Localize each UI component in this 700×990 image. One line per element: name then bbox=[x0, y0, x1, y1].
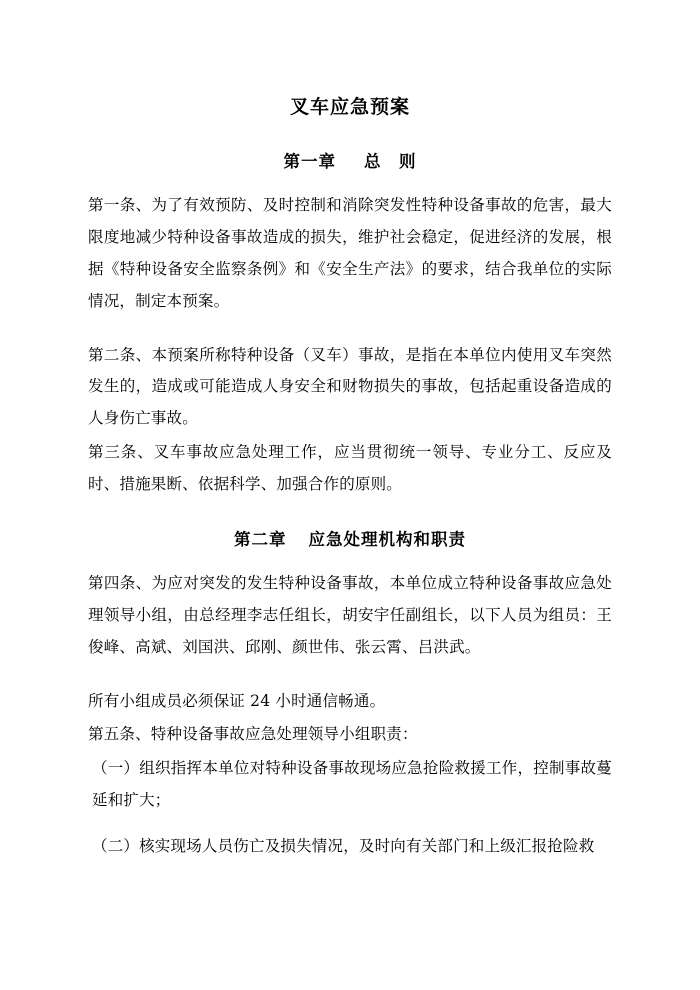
paragraph-article-2: 第二条、本预案所称特种设备（叉车）事故，是指在本单位内使用叉车突然发生的，造成或可能造成人身安全和财物损失的事故，包括起重设备造成的人身伤亡事故。 bbox=[88, 345, 612, 428]
paragraph-article-3: 第三条、叉车事故应急处理工作，应当贯彻统一领导、专业分工、反应及时、措施果断、依据科学、加强合作的原则。 bbox=[88, 442, 612, 493]
paragraph-spacer bbox=[88, 664, 612, 672]
chapter-heading-1 bbox=[88, 148, 612, 176]
chapter-number: 第二章 bbox=[234, 530, 287, 550]
paragraph-note-24h: 所有小组成员必须保证 24 小时通信畅通。 bbox=[88, 691, 386, 710]
paragraph-article-5: 第五条、特种设备事故应急处理领导小组职责： bbox=[88, 725, 418, 744]
paragraph-article-5-item-2: （二）核实现场人员伤亡及损失情况，及时向有关部门和上级汇报抢险救 bbox=[92, 836, 595, 855]
chapter-name: 总 则 bbox=[364, 152, 417, 172]
paragraph-article-5-item-1: （一）组织指挥本单位对特种设备事故现场应急抢险救援工作，控制事故蔓延和扩大； bbox=[92, 759, 612, 809]
chapter-number: 第一章 bbox=[283, 152, 336, 172]
page-title: 叉车应急预案 bbox=[289, 96, 410, 118]
chapter-name: 应急处理机构和职责 bbox=[308, 530, 466, 550]
paragraph-article-4: 第四条、为应对突发的发生特种设备事故，本单位成立特种设备事故应急处理领导小组，由总经理李志任组长，胡安宇任副组长，以下人员为组员：王俊峰、高斌、刘国洪、邱刚、颜世伟、张云霄、吕洪武。 bbox=[88, 574, 612, 656]
paragraph-article-1: 第一条、为了有效预防、及时控制和消除突发性特种设备事故的危害，最大限度地减少特种设备事故造成的损失，维护社会稳定，促进经济的发展，根据《特种设备安全监察条例》和《安全生产法》的要求，结合我单位的实际情况，制定本预案。 bbox=[88, 196, 612, 310]
paragraph-spacer bbox=[88, 318, 612, 326]
chapter-heading-2 bbox=[88, 526, 612, 554]
